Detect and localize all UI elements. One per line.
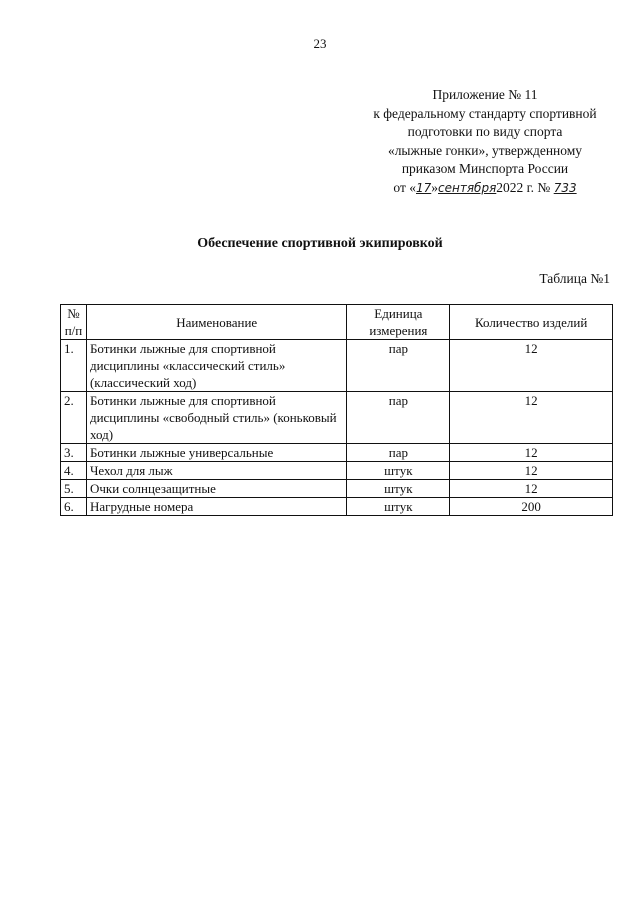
row-num: 1. — [61, 340, 87, 392]
handwritten-day: 17 — [415, 180, 432, 195]
table-row — [61, 392, 613, 444]
row-qty: 12 — [450, 480, 613, 498]
appendix-line-1: Приложение № 11 — [432, 87, 538, 102]
appendix-header — [330, 86, 640, 197]
date-prefix: от « — [393, 179, 416, 195]
row-name: Ботинки лыжные универсальные — [86, 444, 346, 462]
date-year: 2022 г. № — [496, 179, 551, 195]
row-num: 4. — [61, 462, 87, 480]
header-unit: Единица измерения — [347, 305, 450, 340]
appendix-line-3: подготовки по виду спорта — [407, 124, 563, 139]
header-num: № п/п — [61, 305, 87, 340]
appendix-line-5: приказом Минспорта России — [401, 161, 569, 176]
row-qty: 12 — [450, 340, 613, 392]
row-name: Очки солнцезащитные — [86, 480, 346, 498]
row-num: 2. — [61, 392, 87, 444]
page-number: 23 — [313, 36, 327, 51]
row-qty: 12 — [450, 392, 613, 444]
table-row — [61, 480, 613, 498]
document-title: Обеспечение спортивной экипировкой — [197, 236, 443, 251]
row-unit: штук — [347, 498, 450, 516]
row-qty: 12 — [450, 462, 613, 480]
appendix-date-line — [330, 179, 640, 198]
row-name: Чехол для лыж — [86, 462, 346, 480]
row-num: 3. — [61, 444, 87, 462]
row-name: Нагрудные номера — [86, 498, 346, 516]
table-row — [61, 462, 613, 480]
row-unit: пар — [347, 392, 450, 444]
table-label: Таблица №1 — [539, 271, 610, 286]
row-num: 5. — [61, 480, 87, 498]
row-unit: штук — [347, 480, 450, 498]
row-unit: пар — [347, 340, 450, 392]
appendix-line-2: к федеральному стандарту спортивной — [373, 105, 597, 121]
row-unit: пар — [347, 444, 450, 462]
equipment-table — [60, 304, 613, 516]
row-qty: 200 — [450, 498, 613, 516]
table-row — [61, 498, 613, 516]
row-unit: штук — [347, 462, 450, 480]
header-qty: Количество изделий — [450, 305, 613, 340]
date-mid: » — [431, 179, 439, 195]
row-name: Ботинки лыжные для спортивной дисциплины «классический стиль» (классический ход) — [86, 340, 346, 392]
table-row — [61, 444, 613, 462]
appendix-line-4: «лыжные гонки», утвержденному — [387, 142, 583, 158]
row-qty: 12 — [450, 444, 613, 462]
row-name: Ботинки лыжные для спортивной дисциплины «свободный стиль» (коньковый ход) — [86, 392, 346, 444]
header-name: Наименование — [86, 305, 346, 340]
table-row — [61, 340, 613, 392]
handwritten-month: сентября — [438, 180, 497, 195]
table-header-row — [61, 305, 613, 340]
row-num: 6. — [61, 498, 87, 516]
handwritten-order-number: 733 — [553, 180, 577, 195]
